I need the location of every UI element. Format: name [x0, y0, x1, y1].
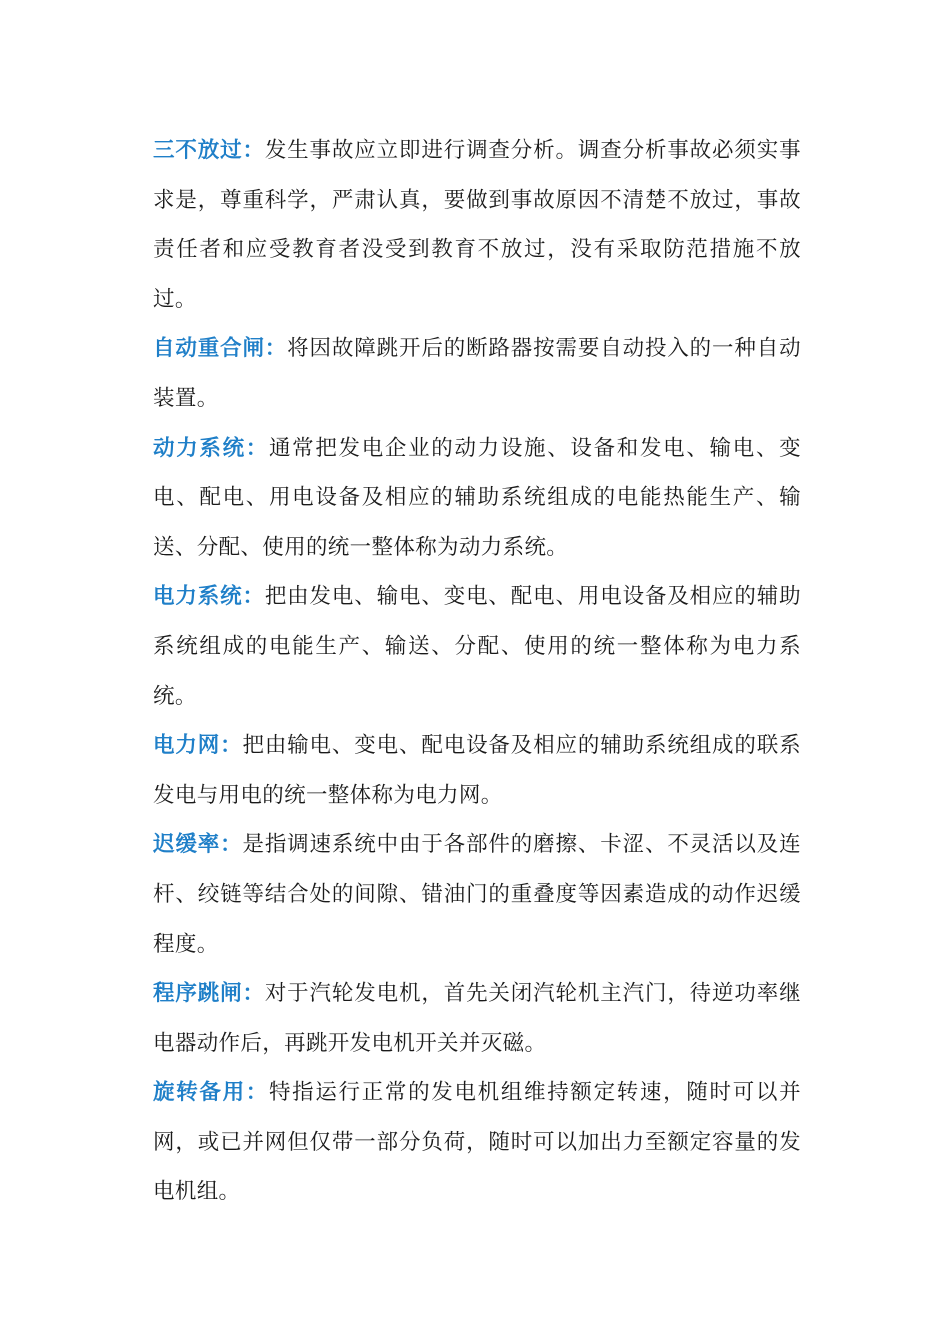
glossary-definition: 把由输电、变电、配电设备及相应的辅助系统组成的联系发电与用电的统一整体称为电力网。	[153, 733, 801, 808]
glossary-entry-electric-power-system	[153, 572, 801, 721]
glossary-term: 迟缓率：	[153, 832, 243, 858]
glossary-definition: 将因故障跳开后的断路器按需要自动投入的一种自动装置。	[153, 336, 801, 411]
glossary-term: 电力网：	[153, 733, 243, 759]
glossary-term: 旋转备用：	[153, 1080, 269, 1106]
glossary-entry-power-system-dynamic	[153, 424, 801, 573]
glossary-content	[153, 126, 801, 1217]
glossary-definition: 是指调速系统中由于各部件的磨擦、卡涩、不灵活以及连杆、绞链等结合处的间隙、错油门的重叠度等因素造成的动作迟缓程度。	[153, 832, 801, 957]
glossary-entry-san-bu-fang-guo	[153, 126, 801, 324]
glossary-term: 三不放过：	[153, 138, 265, 163]
glossary-term: 程序跳闸：	[153, 981, 265, 1007]
glossary-definition: 把由发电、输电、变电、配电、用电设备及相应的辅助系统组成的电能生产、输送、分配、使用的统一整体称为电力系统。	[153, 584, 801, 709]
glossary-term: 电力系统：	[153, 584, 265, 610]
glossary-entry-spinning-reserve	[153, 1068, 801, 1217]
glossary-entry-sequential-trip	[153, 969, 801, 1068]
glossary-term: 自动重合闸：	[153, 336, 288, 362]
glossary-definition: 发生事故应立即进行调查分析。调查分析事故必须实事求是，尊重科学，严肃认真，要做到事故原因不清楚不放过，事故责任者和应受教育者没受到教育不放过，没有采取防范措施不放过。	[153, 138, 801, 312]
glossary-definition: 通常把发电企业的动力设施、设备和发电、输电、变电、配电、用电设备及相应的辅助系统组成的电能热能生产、输送、分配、使用的统一整体称为动力系统。	[153, 435, 801, 560]
glossary-entry-power-grid	[153, 721, 801, 820]
glossary-entry-auto-reclosing	[153, 324, 801, 423]
glossary-term: 动力系统：	[153, 435, 269, 461]
glossary-definition: 特指运行正常的发电机组维持额定转速，随时可以并网，或已并网但仅带一部分负荷，随时可以加出力至额定容量的发电机组。	[153, 1080, 801, 1205]
glossary-entry-dead-band-rate	[153, 820, 801, 969]
glossary-definition: 对于汽轮发电机，首先关闭汽轮机主汽门，待逆功率继电器动作后，再跳开发电机开关并灭磁。	[153, 981, 801, 1056]
